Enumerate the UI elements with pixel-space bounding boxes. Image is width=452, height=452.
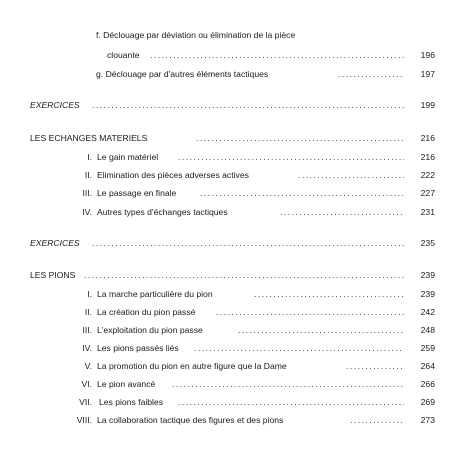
toc-entry-page: 216 (420, 133, 435, 143)
toc-entry-title: LES PIONS (30, 270, 76, 280)
toc-entry-number: VIII. (76, 415, 92, 425)
toc-leader (200, 186, 404, 200)
toc-entry-title: Déclouage par déviation ou élimination de la pièce (103, 30, 296, 40)
toc-leader (216, 305, 404, 319)
toc-entry-page: 197 (420, 69, 435, 79)
toc-entry-title: EXERCICES (30, 100, 80, 110)
toc-entry-creation-pion (97, 305, 227, 319)
toc-entry-page: 199 (420, 100, 435, 110)
toc-entry-passage-finale (97, 186, 207, 200)
toc-entry-title: Le pion avancé (97, 379, 156, 389)
toc-entry-gain-materiel (97, 150, 187, 164)
toc-leader (338, 67, 404, 81)
toc-entry-page: 231 (420, 207, 435, 217)
toc-leader (346, 359, 404, 373)
toc-entry-number: VI. (81, 379, 92, 389)
toc-leader (298, 168, 404, 182)
toc-section-echanges (30, 131, 200, 145)
toc-entry-title: La promotion du pion en autre figure que la Dame (97, 361, 287, 371)
toc-entry-page: 259 (420, 343, 435, 353)
toc-entry-title: Le passage en finale (97, 188, 177, 198)
toc-entry-pions-faibles (99, 395, 189, 409)
toc-entry-title: clouante (107, 50, 140, 60)
toc-entry-page: 266 (420, 379, 435, 389)
toc-entry-title: L'exploitation du pion passe (97, 325, 203, 335)
toc-entry-number: f. (96, 30, 101, 40)
toc-leader (196, 131, 404, 145)
toc-entry-title: Les pions passés liés (97, 343, 179, 353)
toc-entry-number: II. (84, 307, 92, 317)
toc-entry-title: La marche particulière du pion (97, 289, 213, 299)
toc-entry-pion-avance (97, 377, 177, 391)
toc-leader (172, 377, 404, 391)
toc-leader (254, 287, 404, 301)
toc-entry-page: 216 (420, 152, 435, 162)
toc-entry-promotion-pion (97, 359, 347, 373)
toc-entry-pions-lies (97, 341, 207, 355)
toc-entry-title: LES ECHANGES MATERIELS (30, 133, 148, 143)
toc-entry-title: La création du pion passé (97, 307, 196, 317)
toc-leader (350, 413, 404, 427)
toc-entry-title: EXERCICES (30, 238, 80, 248)
toc-entry-title: Elimination des pièces adverses actives (97, 170, 249, 180)
toc-leader (84, 268, 404, 282)
toc-entry-title: Autres types d'échanges tactiques (97, 207, 228, 217)
toc-leader (238, 323, 404, 337)
toc-entry-page: 239 (420, 289, 435, 299)
toc-entry-elimination (97, 168, 297, 182)
toc-entry-page: 235 (420, 238, 435, 248)
toc-entry-page: 227 (420, 188, 435, 198)
toc-entry-page: 222 (420, 170, 435, 180)
toc-entry-number: III. (82, 188, 92, 198)
toc-leader (178, 150, 404, 164)
toc-leader (178, 395, 404, 409)
toc-entry-page: 196 (420, 50, 435, 60)
toc-entry-number: IV. (82, 207, 92, 217)
toc-entry-title: Déclouage par d'autres éléments tactiques (105, 69, 269, 79)
toc-leader (280, 205, 404, 219)
toc-entry-number: VII. (79, 397, 92, 407)
toc-entry-number: I. (87, 289, 92, 299)
toc-entry-page: 269 (420, 397, 435, 407)
toc-entry-number: g. (96, 69, 104, 79)
toc-entry-collaboration (97, 413, 345, 427)
toc-leader (194, 341, 404, 355)
toc-entry-autres-types (97, 205, 277, 219)
toc-entry-number: III. (82, 325, 92, 335)
toc-entry-title: Les pions faibles (99, 397, 164, 407)
toc-entry-title: Le gain matériel (97, 152, 159, 162)
toc-entry-page: 242 (420, 307, 435, 317)
toc-leader (92, 236, 404, 250)
toc-entry-number: II. (84, 170, 92, 180)
toc-entry-g (96, 67, 336, 81)
toc-entry-page: 239 (420, 270, 435, 280)
toc-entry-exploitation-pion (97, 323, 247, 337)
toc-entry-number: I. (87, 152, 92, 162)
toc-entry-number: IV. (82, 343, 92, 353)
toc-entry-number: V. (84, 361, 92, 371)
toc-entry-page: 273 (420, 415, 435, 425)
toc-entry-marche-pion (97, 287, 267, 301)
toc-entry-page: 264 (420, 361, 435, 371)
toc-entry-page: 248 (420, 325, 435, 335)
toc-entry-f (96, 28, 416, 42)
toc-leader (92, 98, 404, 112)
toc-entry-title: La collaboration tactique des figures et des pions (97, 415, 284, 425)
toc-leader (150, 48, 404, 62)
